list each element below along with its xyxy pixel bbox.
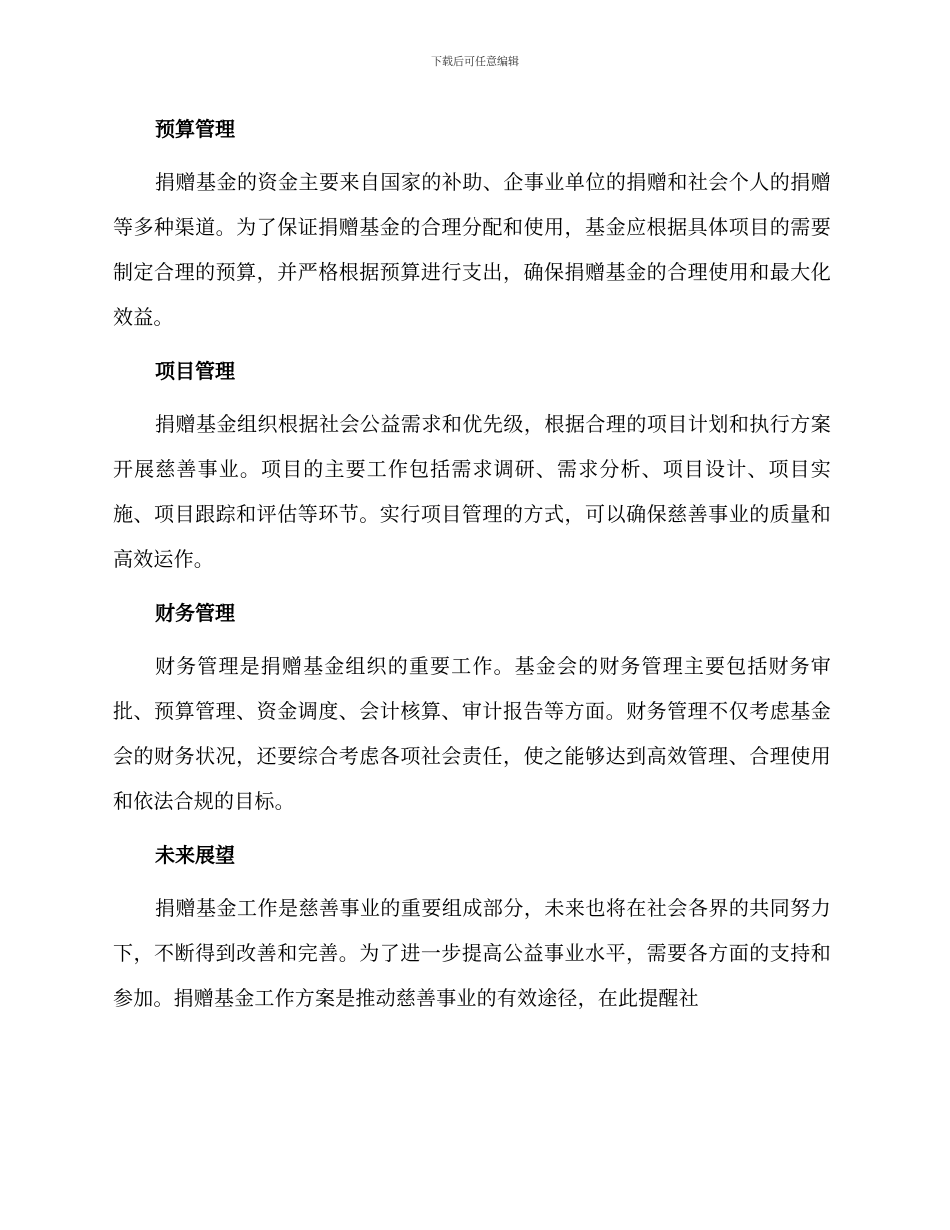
section-paragraph: 捐赠基金组织根据社会公益需求和优先级，根据合理的项目计划和执行方案开展慈善事业。项目的主要工作包括需求调研、需求分析、项目设计、项目实施、项目跟踪和评估等环节。实行项目管理的方式，可以确保慈善事业的质量和高效运作。 bbox=[113, 412, 831, 571]
section-heading: 财务管理 bbox=[155, 601, 235, 625]
section-heading: 未来展望 bbox=[155, 843, 235, 867]
page-header: 下载后可任意编辑 bbox=[431, 55, 519, 68]
document-content bbox=[113, 110, 831, 1033]
section-budget bbox=[113, 110, 831, 340]
section-heading: 项目管理 bbox=[155, 359, 235, 383]
section-paragraph: 捐赠基金工作是慈善事业的重要组成部分，未来也将在社会各界的共同努力下，不断得到改善和完善。为了进一步提高公益事业水平，需要各方面的支持和参加。捐赠基金工作方案是推动慈善事业的有效途径，在此提醒社 bbox=[113, 896, 831, 1010]
section-finance bbox=[113, 594, 831, 824]
section-paragraph: 财务管理是捐赠基金组织的重要工作。基金会的财务管理主要包括财务审批、预算管理、资金调度、会计核算、审计报告等方面。财务管理不仅考虑基金会的财务状况，还要综合考虑各项社会责任，使之能够达到高效管理、合理使用和依法合规的目标。 bbox=[113, 654, 831, 813]
section-paragraph: 捐赠基金的资金主要来自国家的补助、企事业单位的捐赠和社会个人的捐赠等多种渠道。为了保证捐赠基金的合理分配和使用，基金应根据具体项目的需要制定合理的预算，并严格根据预算进行支出，确保捐赠基金的合理使用和最大化效益。 bbox=[113, 170, 831, 329]
section-project bbox=[113, 352, 831, 582]
section-outlook bbox=[113, 836, 831, 1021]
section-heading: 预算管理 bbox=[155, 117, 235, 141]
